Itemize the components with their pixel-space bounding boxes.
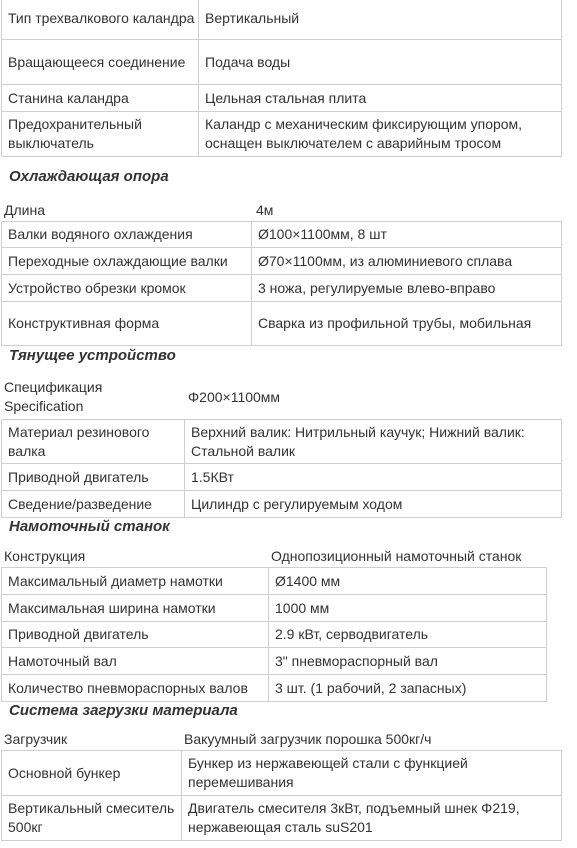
table-row [2,0,562,40]
table-row [2,568,547,595]
calender-spec-table [1,0,562,157]
spec-label: Основной бункер [2,751,182,796]
spec-value: Сварка из профильной трубы, мобильная [252,302,562,346]
table-row [2,420,562,464]
spec-label: Намоточный вал [2,648,269,675]
spec-value: Ø70×1100мм, из алюминиевого сплава [252,248,562,275]
spec-value: Двигатель смесителя 3кВт, подъемный шнек Φ219, нержавеющая сталь suS201 [182,796,562,841]
spec-label: Переходные охлаждающие валки [2,248,252,275]
cooling-spec-table [1,221,562,346]
table-row [0,545,562,568]
spec-value: 3 ножа, регулируемые влево-вправо [252,275,562,302]
loading-spec-table [1,750,562,841]
table-row [0,199,562,222]
spec-value: Каландр с механическим фиксирующим упором, оснащен выключателем с аварийным тросом [199,112,562,157]
loading-loader-row [0,728,562,750]
table-row [2,675,547,702]
spec-value: 4м [256,202,274,218]
table-row [2,302,562,346]
spec-value: Верхний валик: Нитрильный каучук; Нижний валик: Стальной валик [185,420,562,464]
spec-value: Однопозиционный намоточный станок [271,548,522,564]
spec-label: Приводной двигатель [2,622,269,648]
table-row [2,491,562,518]
spec-value: 3" пневмораспорный вал [269,648,547,675]
section-title-cooling: Охлаждающая опора [9,168,169,185]
spec-label: Материал резинового валка [2,420,185,464]
spec-value: 3 шт. (1 рабочий, 2 запасных) [269,675,547,702]
spec-value: Вертикальный [199,0,562,40]
spec-label: Станина каландра [2,85,199,112]
spec-label: Максимальная ширина намотки [2,595,269,622]
spec-value: Вакуумный загрузчик порошка 500кг/ч [184,730,432,747]
table-row [2,648,547,675]
spec-value: Подача воды [199,40,562,85]
section-title-loading: Система загрузки материала [9,702,238,719]
spec-label: Конструктивная форма [2,302,252,346]
spec-value: Φ200×1100мм [188,388,281,405]
table-row [2,222,562,248]
spec-label: Длина [4,202,45,218]
table-row [2,275,562,302]
spec-label: Устройство обрезки кромок [2,275,252,302]
spec-value: 1000 мм [269,595,547,622]
spec-label: Валки водяного охлаждения [2,222,252,248]
spec-value: 2.9 кВт, серводвигатель [269,622,547,648]
spec-label: Спецификация Specification [4,379,103,414]
winder-construction-row [0,545,562,568]
puller-spec-table [1,419,562,518]
section-title-winder: Намоточный станок [9,518,170,535]
table-row [2,248,562,275]
table-row [0,376,562,418]
spec-value: Ø100×1100мм, 8 шт [252,222,562,248]
spec-label: Конструкция [4,548,86,564]
spec-value: Цельная стальная плита [199,85,562,112]
spec-value: Ø1400 мм [269,568,547,595]
spec-label: Вертикальный смеситель 500кг [2,796,182,841]
table-row [2,85,562,112]
spec-value: Бункер из нержавеющей стали с функцией перемешивания [182,751,562,796]
spec-label: Тип трехвалкового каландра [2,0,199,40]
table-row [2,464,562,491]
spec-value: 1.5КВт [185,464,562,491]
table-row [0,728,562,750]
cooling-length-row [0,199,562,222]
spec-value: Цилиндр с регулируемым ходом [185,491,562,518]
spec-label: Загрузчик [4,730,68,747]
spec-label: Количество пневмораспорных валов [2,675,269,702]
table-row [2,622,547,648]
spec-label: Приводной двигатель [2,464,185,491]
table-row [2,595,547,622]
table-row [2,40,562,85]
spec-label: Предохранительный выключатель [2,112,199,157]
puller-spec-row [0,376,562,418]
spec-label: Максимальный диаметр намотки [2,568,269,595]
spec-label: Сведение/разведение [2,491,185,518]
winder-spec-table [1,567,547,702]
table-row [2,751,562,796]
table-row [2,112,562,157]
table-row [2,796,562,841]
spec-label: Вращающееся соединение [2,40,199,85]
section-title-puller: Тянущее устройство [9,347,176,364]
